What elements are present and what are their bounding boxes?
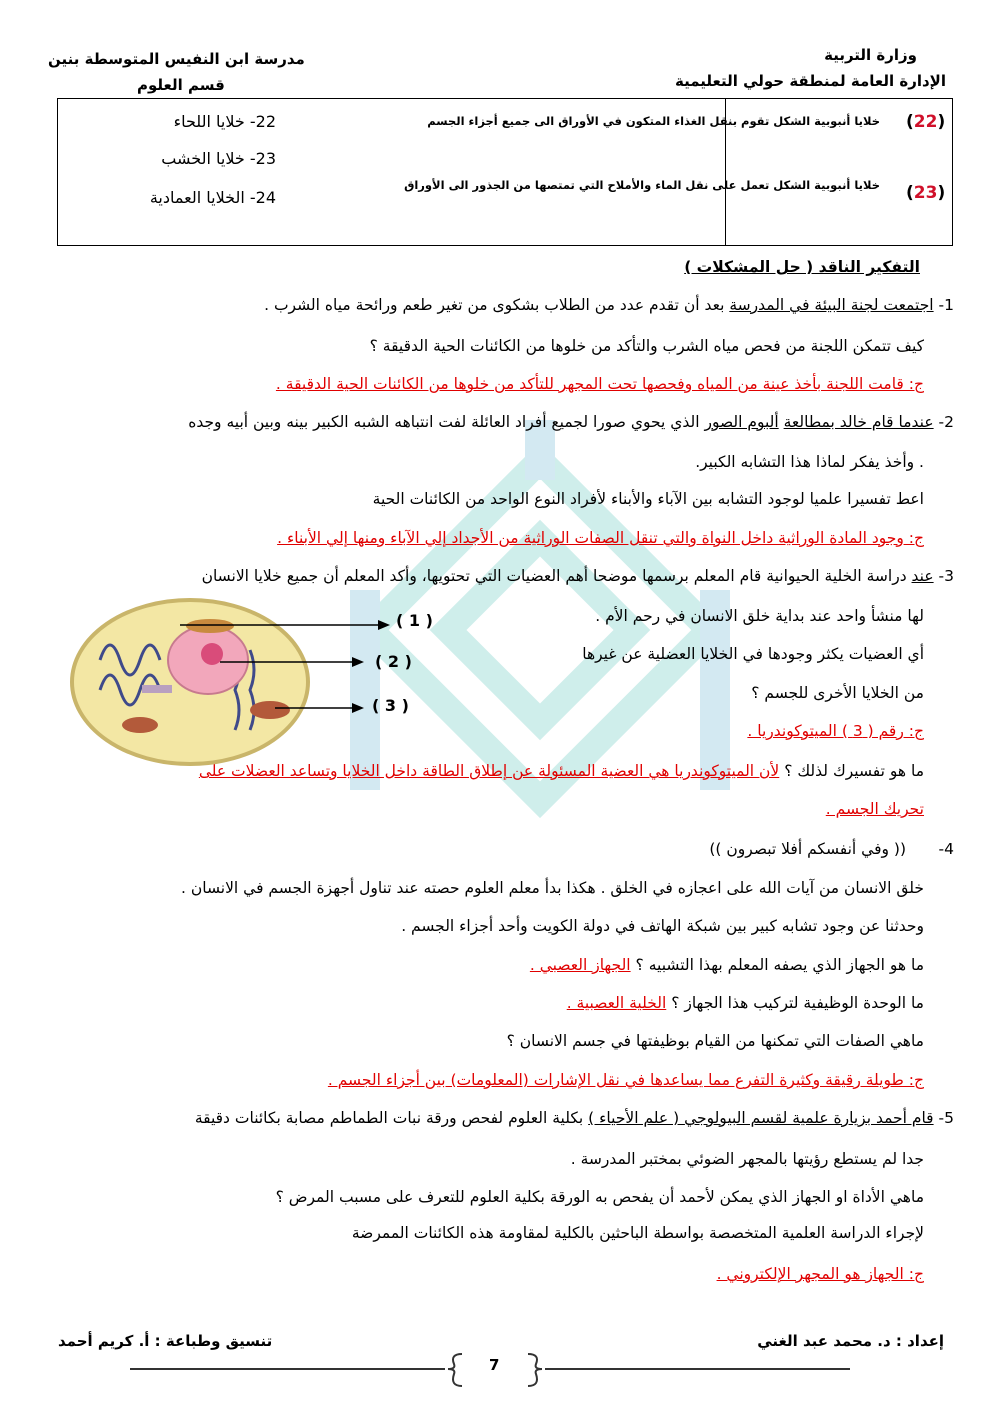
- row-23-number: (23): [906, 183, 946, 203]
- page-number: 7: [489, 1356, 500, 1374]
- q4-question-1-line: ما هو الجهاز الذي يصفه المعلم بهذا التشبيه ؟ الجهاز العصبي .: [529, 956, 924, 974]
- q1-line: 1- اجتمعت لجنة البيئة في المدرسة بعد أن تقدم عدد من الطلاب بشكوى من تغير طعم ورائحة مياه الشرب .: [264, 296, 954, 314]
- q3-question-2: من الخلايا الأخرى للجسم ؟: [751, 684, 924, 702]
- q2-question: اعط تفسيرا علميا لوجود التشابه بين الآباء والأبناء لأفراد النوع الواحد من الكائنات الحية: [372, 490, 924, 508]
- row-22-text: خلايا أنبوبية الشكل تقوم بنقل الغذاء المتكون في الأوراق الى جميع أجزاء الجسم: [427, 114, 880, 128]
- cell-label-2: ( 2 ): [375, 652, 412, 671]
- q4-line-1: خلق الانسان من آيات الله على اعجازه في الخلق . هكذا بدأ معلم العلوم حصته عند تناول أجهزة الجسم في الانسان .: [180, 879, 924, 897]
- cell-label-1: ( 1 ): [396, 611, 433, 630]
- directorate-name: الإدارة العامة لمنطقة حولي التعليمية: [674, 72, 946, 90]
- section-title: التفكير الناقد ( حل المشكلات ): [684, 258, 920, 276]
- q5-line-4: لإجراء الدراسة العلمية المتخصصة بواسطة الباحثين بالكلية لمقاومة هذه الكائنات الممرضة: [351, 1224, 924, 1242]
- mitochondria-shape-1: [186, 619, 234, 633]
- ministry-name: وزارة التربية: [824, 46, 917, 64]
- q5-line: 5- قام أحمد بزيارة علمية لقسم البيولوجي ( علم الأحياء ) بكلية العلوم لفحص ورقة نبات الطماطم مصابة بكائنات دقيقة: [194, 1109, 954, 1127]
- row-22-number: (22): [906, 112, 946, 132]
- q4-question-3: ماهي الصفات التي تمكنها من القيام بوظيفتها في جسم الانسان ؟: [506, 1032, 924, 1050]
- q3-why-line: ما هو تفسيرك لذلك ؟ لأن الميتوكوندريا هي العضية المسئولة عن إطلاق الطاقة داخل الخلايا وتساعد العضلات على: [198, 762, 924, 780]
- q4-answer-3: ج: طويلة رقيقة وكثيرة التفرع مما يساعدها في نقل الإشارات (المعلومات) بين أجزاء الجسم .: [327, 1071, 924, 1089]
- footer-divider: [100, 1352, 900, 1388]
- mitochondria-shape-3: [122, 717, 158, 733]
- q4-line-2: وحدثنا عن وجود تشابه كبير بين شبكة الهاتف في دولة الكويت وأحد أجزاء الجسم .: [401, 917, 924, 935]
- q2-line-2: . وأخذ يفكر لماذا هذا التشابه الكبير.: [695, 453, 924, 471]
- option-23: 23- خلايا الخشب: [161, 149, 276, 168]
- q4-question-2-line: ما الوحدة الوظيفية لتركيب هذا الجهاز ؟ الخلية العصبية .: [566, 994, 924, 1012]
- animal-cell-diagram: [60, 590, 450, 770]
- q5-answer: ج: الجهاز هو المجهر الإلكتروني .: [716, 1265, 924, 1283]
- footer-prepared-by: إعداد : د. محمد عبد الغني: [757, 1332, 944, 1350]
- footer-coordination: تنسيق وطباعة : أ. كريم أحمد: [58, 1332, 273, 1350]
- department-name: قسم العلوم: [137, 76, 225, 94]
- q3-answer: ج: رقم ( 3 ) الميتوكوندريا .: [747, 722, 924, 740]
- q3-why-answer-2: تحريك الجسم .: [825, 800, 924, 818]
- school-name: مدرسة ابن النفيس المتوسطة بنين: [48, 50, 305, 68]
- q3-line-2: لها منشأ واحد عند بداية خلق الانسان في رحم الأم .: [595, 607, 924, 625]
- q3-question-1: أي العضيات يكثر وجودها في الخلايا العضلية عن غيرها: [582, 645, 924, 663]
- option-24: 24- الخلايا العمادية: [149, 188, 276, 207]
- q1-question: كيف تتمكن اللجنة من فحص مياه الشرب والتأكد من خلوها من الكائنات الحية الدقيقة ؟: [369, 337, 924, 355]
- q2-answer: ج: وجود المادة الوراثية داخل النواة والتي تنقل الصفات الوراثية من الأجداد إلي الآباء ومنها إلي الأبناء .: [277, 529, 924, 547]
- q2-line: 2- عندما قام خالد بمطالعة ألبوم الصور الذي يحوي صورا لجميع أفراد العائلة لفت انتباهه الشبه الكبير بينه وبين أبيه وجده: [188, 413, 954, 431]
- q4-quote: (( وفي أنفسكم أفلا تبصرون )): [709, 840, 906, 858]
- q3-line: 3- عند دراسة الخلية الحيوانية قام المعلم برسمها موضحا أهم العضيات التي تحتويها، وأكد المعلم أن جميع خلايا الانسان: [201, 567, 954, 585]
- row-23-text: خلايا أنبوبية الشكل تعمل على نقل الماء والأملاح التي تمتصها من الجذور الى الأوراق: [404, 178, 880, 192]
- cell-label-3: ( 3 ): [372, 696, 409, 715]
- q1-answer: ج: قامت اللجنة بأخذ عينة من المياه وفحصها تحت المجهر للتأكد من خلوها من الكائنات الحية الدقيقة .: [275, 375, 924, 393]
- q4-num: 4-: [938, 840, 954, 858]
- q5-line-2: جدا لم يستطع رؤيتها بالمجهر الضوئي بمختبر المدرسة .: [570, 1150, 924, 1168]
- q5-question: ماهي الأداة او الجهاز الذي يمكن لأحمد أن يفحص به الورقة بكلية العلوم للتعرف على مسبب المرض ؟: [275, 1188, 924, 1206]
- mitochondria-shape-2: [250, 701, 290, 719]
- option-22: 22- خلايا اللحاء: [173, 112, 276, 131]
